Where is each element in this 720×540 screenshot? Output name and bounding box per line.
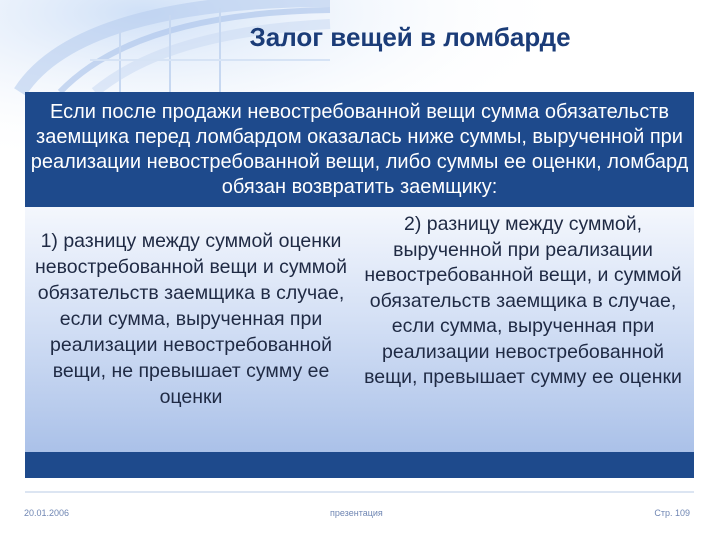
footer-center-text: презентация	[330, 508, 383, 518]
footer-page-number: Стр. 109	[654, 508, 690, 518]
content-panel-bottom-bar	[25, 452, 694, 478]
slide-title: Залог вещей в ломбарде	[249, 22, 571, 52]
footer-date: 20.01.2006	[24, 508, 70, 518]
right-column-text: 2) разницу между суммой, вырученной при реализации невостребованной вещи, и суммой обязательств заемщика в случае, если сумма, вырученная при реализации невостребованной вещи, превышает сумму ее оценки	[364, 213, 682, 388]
left-column-text: 1) разницу между суммой оценки невостребованной вещи и суммой обязательств заемщика в случае, если сумма, вырученная при реализации невостребованной вещи, не превышает сумму ее оценки	[35, 230, 347, 408]
intro-text: Если после продажи невостребованной вещи сумма обязательств заемщика перед ломбардом оказалась ниже суммы, вырученной при реализации невостребованной вещи, либо суммы ее оценки, ломбард обязан возвратить заемщику:	[30, 101, 689, 198]
